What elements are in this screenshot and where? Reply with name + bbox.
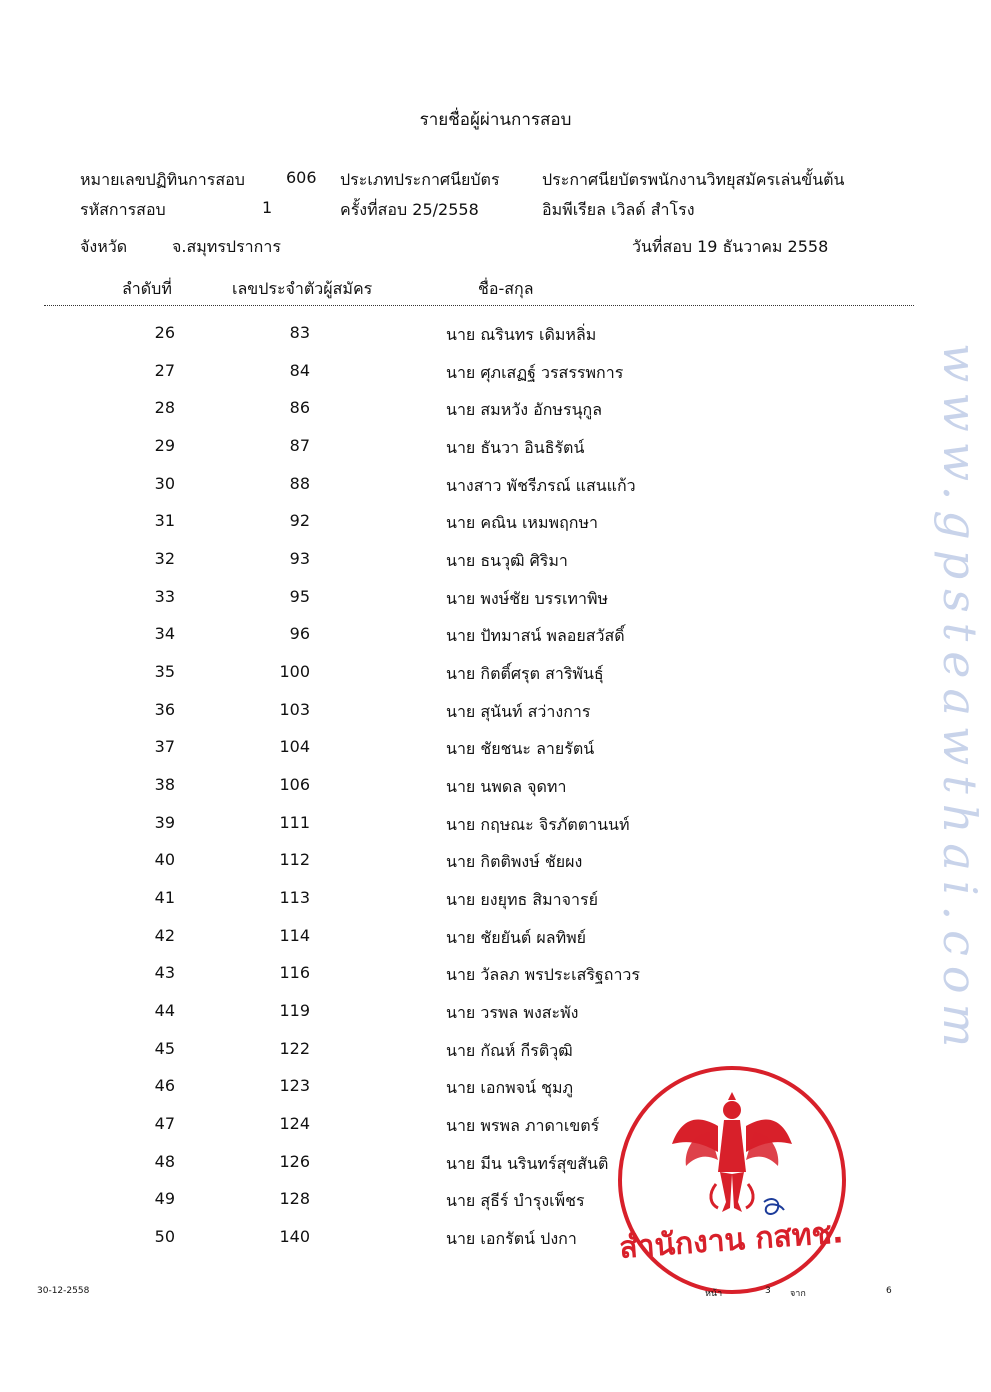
row-applicant-no: 106	[279, 775, 310, 794]
list-item	[0, 624, 991, 661]
exam-date: วันที่สอบ 19 ธันวาคม 2558	[632, 237, 829, 256]
row-applicant-no: 87	[289, 436, 310, 455]
row-seq: 46	[154, 1076, 175, 1095]
row-applicant-no: 103	[279, 700, 310, 719]
row-name: นาย ณรินทร เดิมหลิ่ม	[446, 325, 597, 344]
list-item	[0, 361, 991, 398]
row-applicant-no: 123	[279, 1076, 310, 1095]
row-applicant-no: 114	[279, 926, 310, 945]
list-item	[0, 398, 991, 435]
row-applicant-no: 86	[289, 398, 310, 417]
row-applicant-no: 95	[289, 587, 310, 606]
row-applicant-no: 96	[289, 624, 310, 643]
row-applicant-no: 122	[279, 1039, 310, 1058]
exam-calendar-label: หมายเลขปฏิทินการสอบ	[80, 170, 245, 189]
exam-round: ครั้งที่สอบ 25/2558	[340, 200, 479, 219]
row-applicant-no: 83	[289, 323, 310, 342]
row-applicant-no: 119	[279, 1001, 310, 1020]
garuda-icon	[672, 1092, 792, 1212]
header-divider	[44, 305, 914, 306]
row-applicant-no: 126	[279, 1152, 310, 1171]
row-name: นาย นพดล จุดทา	[446, 777, 567, 796]
row-seq: 42	[154, 926, 175, 945]
row-seq: 31	[154, 511, 175, 530]
list-item	[0, 549, 991, 586]
row-name: นางสาว พัชรีภรณ์ แสนแก้ว	[446, 476, 636, 495]
row-seq: 41	[154, 888, 175, 907]
column-header-applicant-no: เลขประจำตัวผู้สมัคร	[232, 279, 373, 298]
row-seq: 37	[154, 737, 175, 756]
page-total: 6	[886, 1286, 892, 1296]
list-item	[0, 850, 991, 887]
row-name: นาย สุนันท์ สว่างการ	[446, 702, 591, 721]
row-name: นาย ศุภเสฏฐ์ วรสรรพการ	[446, 363, 624, 382]
row-seq: 40	[154, 850, 175, 869]
row-name: นาย กิตติพงษ์ ชัยผง	[446, 852, 583, 871]
row-name: นาย คณิน เหมพฤกษา	[446, 513, 598, 532]
list-item	[0, 963, 991, 1000]
row-name: นาย กิตติ์ศรุต สาริพันธุ์	[446, 664, 604, 683]
list-item	[0, 662, 991, 699]
row-name: นาย สุธีร์ บำรุงเพ็ชร	[446, 1191, 585, 1210]
row-applicant-no: 113	[279, 888, 310, 907]
column-header-name: ชื่อ-สกุล	[478, 279, 534, 298]
row-name: นาย วัลลภ พรประเสริฐถาวร	[446, 965, 640, 984]
row-seq: 34	[154, 624, 175, 643]
list-item	[0, 737, 991, 774]
list-item	[0, 511, 991, 548]
row-seq: 50	[154, 1227, 175, 1246]
row-applicant-no: 92	[289, 511, 310, 530]
row-name: นาย พรพล ภาดาเขตร์	[446, 1116, 600, 1135]
page-label: หน้า	[705, 1289, 723, 1299]
row-seq: 26	[154, 323, 175, 342]
row-seq: 27	[154, 361, 175, 380]
row-applicant-no: 84	[289, 361, 310, 380]
row-applicant-no: 100	[279, 662, 310, 681]
row-applicant-no: 93	[289, 549, 310, 568]
row-applicant-no: 112	[279, 850, 310, 869]
exam-calendar-value: 606	[286, 168, 317, 187]
list-item	[0, 888, 991, 925]
province-value: จ.สมุทรปราการ	[172, 237, 281, 256]
cert-type-label: ประเภทประกาศนียบัตร	[340, 170, 500, 189]
exam-venue: อิมพีเรียล เวิลด์ สำโรง	[542, 200, 695, 219]
of-label: จาก	[790, 1289, 806, 1299]
row-name: นาย กัณห์ กีรติวุฒิ	[446, 1041, 573, 1060]
signature-mark	[764, 1199, 784, 1214]
row-name: นาย กฤษณะ จิรภัตตานนท์	[446, 815, 630, 834]
row-seq: 36	[154, 700, 175, 719]
row-applicant-no: 140	[279, 1227, 310, 1246]
row-seq: 45	[154, 1039, 175, 1058]
row-applicant-no: 88	[289, 474, 310, 493]
official-stamp	[614, 1062, 850, 1298]
row-name: นาย ยงยุทธ สิมาจารย์	[446, 890, 598, 909]
row-applicant-no: 124	[279, 1114, 310, 1133]
row-applicant-no: 111	[279, 813, 310, 832]
row-name: นาย ธันวา อินธิรัตน์	[446, 438, 585, 457]
page-number: 3	[765, 1286, 771, 1296]
column-header-seq: ลำดับที่	[122, 279, 172, 298]
page-title: รายชื่อผู้ผ่านการสอบ	[419, 110, 572, 130]
list-item	[0, 587, 991, 624]
row-seq: 38	[154, 775, 175, 794]
exam-code-value: 1	[262, 198, 273, 217]
list-item	[0, 813, 991, 850]
row-seq: 48	[154, 1152, 175, 1171]
list-item	[0, 700, 991, 737]
row-seq: 39	[154, 813, 175, 832]
row-applicant-no: 116	[279, 963, 310, 982]
row-name: นาย ชัยชนะ ลายรัตน์	[446, 739, 595, 758]
row-seq: 35	[154, 662, 175, 681]
list-item	[0, 1001, 991, 1038]
list-item	[0, 436, 991, 473]
row-name: นาย พงษ์ชัย บรรเทาพิษ	[446, 589, 609, 608]
row-applicant-no: 128	[279, 1189, 310, 1208]
row-name: นาย สมหวัง อักษรนุกูล	[446, 400, 602, 419]
row-name: นาย ชัยยันต์ ผลทิพย์	[446, 928, 587, 947]
print-date: 30-12-2558	[37, 1286, 90, 1296]
row-seq: 33	[154, 587, 175, 606]
row-seq: 32	[154, 549, 175, 568]
list-item	[0, 323, 991, 360]
list-item	[0, 474, 991, 511]
watermark: www.gpsteawthai.com	[933, 342, 987, 1058]
row-name: นาย ปัทมาสน์ พลอยสวัสดิ์	[446, 626, 625, 645]
cert-type-value: ประกาศนียบัตรพนักงานวิทยุสมัครเล่นขั้นต้น	[542, 170, 845, 189]
row-name: นาย มีน นรินทร์สุขสันติ	[446, 1154, 609, 1173]
province-label: จังหวัด	[80, 237, 128, 256]
row-name: นาย ธนวุฒิ ศิริมา	[446, 551, 568, 570]
row-seq: 30	[154, 474, 175, 493]
row-name: นาย เอกพจน์ ชุมภู	[446, 1078, 574, 1097]
stamp-text: สำนักงาน กสทช.	[618, 1215, 845, 1266]
row-seq: 49	[154, 1189, 175, 1208]
row-applicant-no: 104	[279, 737, 310, 756]
row-seq: 44	[154, 1001, 175, 1020]
row-seq: 43	[154, 963, 175, 982]
row-seq: 28	[154, 398, 175, 417]
row-seq: 47	[154, 1114, 175, 1133]
list-item	[0, 775, 991, 812]
row-seq: 29	[154, 436, 175, 455]
row-name: นาย วรพล พงสะพัง	[446, 1003, 579, 1022]
row-name: นาย เอกรัตน์ ปงกา	[446, 1229, 577, 1248]
exam-code-label: รหัสการสอบ	[80, 200, 166, 219]
list-item	[0, 926, 991, 963]
